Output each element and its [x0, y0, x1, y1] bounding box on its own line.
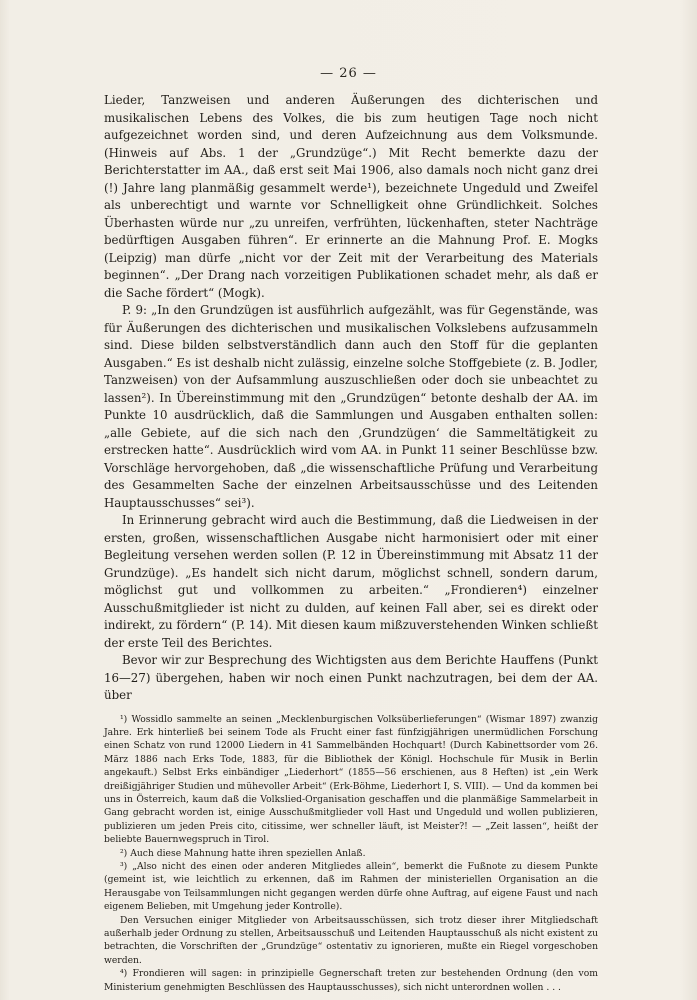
- footnote-2: ²) Auch diese Mahnung hatte ihren speziellen Anlaß.: [120, 847, 366, 859]
- body-text: [104, 92, 598, 994]
- body-paragraph-4: Bevor wir zur Besprechung des Wichtigsten aus dem Berichte Hauffens (Punkt 16—27) übergehen, haben wir noch einen Punkt nachzutragen, bei dem der AA. über: [104, 653, 598, 702]
- body-paragraph-1: Lieder, Tanzweisen und anderen Äußerungen des dichterischen und musikalischen Lebens des Volkes, die bis zum heutigen Tage noch nicht aufgezeichnet worden sind, und deren Aufzeichnung aus dem Volksmunde. (Hinweis auf Abs. 1 der „Grundzüge“.) Mit Recht bemerkte dazu der Berichterstatter im AA., daß erst seit Mai 1906, also damals noch nicht ganz drei (!) Jahre lang planmäßig gesammelt werde¹), bezeichnete Ungeduld und Zweifel als unberechtigt und warnte vor Schnelligkeit ohne Gründlichkeit. Solches Überhasten würde nur „zu unreifen, verfrühten, lückenhaften, steter Nachträge bedürftigen Ausgaben führen“. Er erinnerte an die Mahnung Prof. E. Mogks (Leipzig) man dürfe „nicht vor der Zeit mit der Verarbeitung des Materials beginnen“. „Der Drang nach vorzeitigen Publikationen schadet mehr, als daß er die Sache fördert“ (Mogk).: [104, 93, 598, 300]
- page-number: — 26 —: [320, 66, 377, 81]
- footnote-3: ³) „Also nicht des einen oder anderen Mitgliedes allein“, bemerkt die Fußnote zu diesem Punkte (gemeint ist, wie leichtlich zu erkennen, daß im Rahmen der ministeriellen Organisation an die Herausgabe von Teilsammlungen nicht gegangen werden dürfe ohne Auftrag, auf eigene Faust und nach eigenem Belieben, mit Umgehung jeder Kontrolle).: [104, 860, 598, 913]
- body-paragraph-2: P. 9: „In den Grundzügen ist ausführlich aufgezählt, was für Gegenstände, was für Äußerungen des dichterischen und musikalischen Volkslebens aufzusammeln sind. Diese bilden selbstverständlich dann auch den Stoff für die geplanten Ausgaben.“ Es ist deshalb nicht zulässig, einzelne solche Stoffgebiete (z. B. Jodler, Tanzweisen) von der Aufsammlung auszuschließen oder doch sie unbeachtet zu lassen²). In Übereinstimmung mit den „Grundzügen“ betonte deshalb der AA. im Punkte 10 ausdrücklich, daß die Sammlungen und Ausgaben enthalten sollen: „alle Gebiete, auf die sich nach den ‚Grundzügen‘ die Sammeltätigkeit zu erstrecken hatte“. Ausdrücklich wird vom AA. in Punkt 11 seiner Beschlüsse bzw. Vorschläge hervorgehoben, daß „die wissenschaftliche Prüfung und Verarbeitung des Gesammelten Sache der einzelnen Arbeitsausschüsse und des Leitenden Hauptausschusses“ sei³).: [104, 303, 598, 510]
- footnote-3-continuation: Den Versuchen einiger Mitglieder von Arbeitsausschüssen, sich trotz dieser ihrer Mitgliedschaft außerhalb jeder Ordnung zu stellen, Arbeitsausschuß und Leitenden Hauptausschuß als nicht existent zu betrachten, die Vorschriften der „Grundzüge“ ostentativ zu ignorieren, mußte ein Riegel vorgeschoben werden.: [104, 914, 598, 966]
- footnotes: [104, 713, 598, 995]
- footnote-1: ¹) Wossidlo sammelte an seinen „Mecklenburgischen Volksüberlieferungen“ (Wismar 1897) zwanzig Jahre. Erk hinterließ bei seinem Tode als Frucht einer fast fünfzigjährigen unermüdlichen Forschung einen Schatz von rund 12000 Liedern in 41 Sammelbänden Hochquart! (Durch Kabinettsorder vom 26. März 1886 nach Erks Tode, 1883, für die Bibliothek der Königl. Hochschule für Musik in Berlin angekauft.) Selbst Erks einbändiger „Liederhort“ (1855—56 erschienen, aus 8 Heften) ist „ein Werk dreißigjähriger Studien und mühevoller Arbeit“ (Erk-Böhme, Liederhort I, S. VIII). — Und da kommen bei uns in Österreich, kaum daß die Volkslied-Organisation geschaffen und die planmäßige Sammelarbeit in Gang gebracht worden ist, einige Ausschußmitglieder voll Hast und Ungeduld und wollen publizieren, publizieren um jeden Preis cito, citissime, wer schneller läuft, ist Meister?! — „Zeit lassen“, heißt der beliebte Bauernwegspruch in Tirol.: [104, 713, 598, 846]
- footnote-4: ⁴) Frondieren will sagen: in prinzipielle Gegnerschaft treten zur bestehenden Ordnung (den vom Ministerium genehmigten Beschlüssen des Hauptausschusses), sich nicht unterordnen wollen . . .: [104, 968, 598, 993]
- body-paragraph-3: In Erinnerung gebracht wird auch die Bestimmung, daß die Liedweisen in der ersten, großen, wissenschaftlichen Ausgabe nicht harmonisiert oder mit einer Begleitung versehen werden sollen (P. 12 in Übereinstimmung mit Absatz 11 der Grundzüge). „Es handelt sich nicht darum, möglichst schnell, sondern darum, möglichst gut und vollkommen zu arbeiten.“ „Frondieren⁴) einzelner Ausschußmitglieder ist nicht zu dulden, auf keinen Fall aber, sei es direkt oder indirekt, zu fördern“ (P. 14). Mit diesen kaum mißzuverstehenden Winken schließt der erste Teil des Berichtes.: [104, 513, 598, 650]
